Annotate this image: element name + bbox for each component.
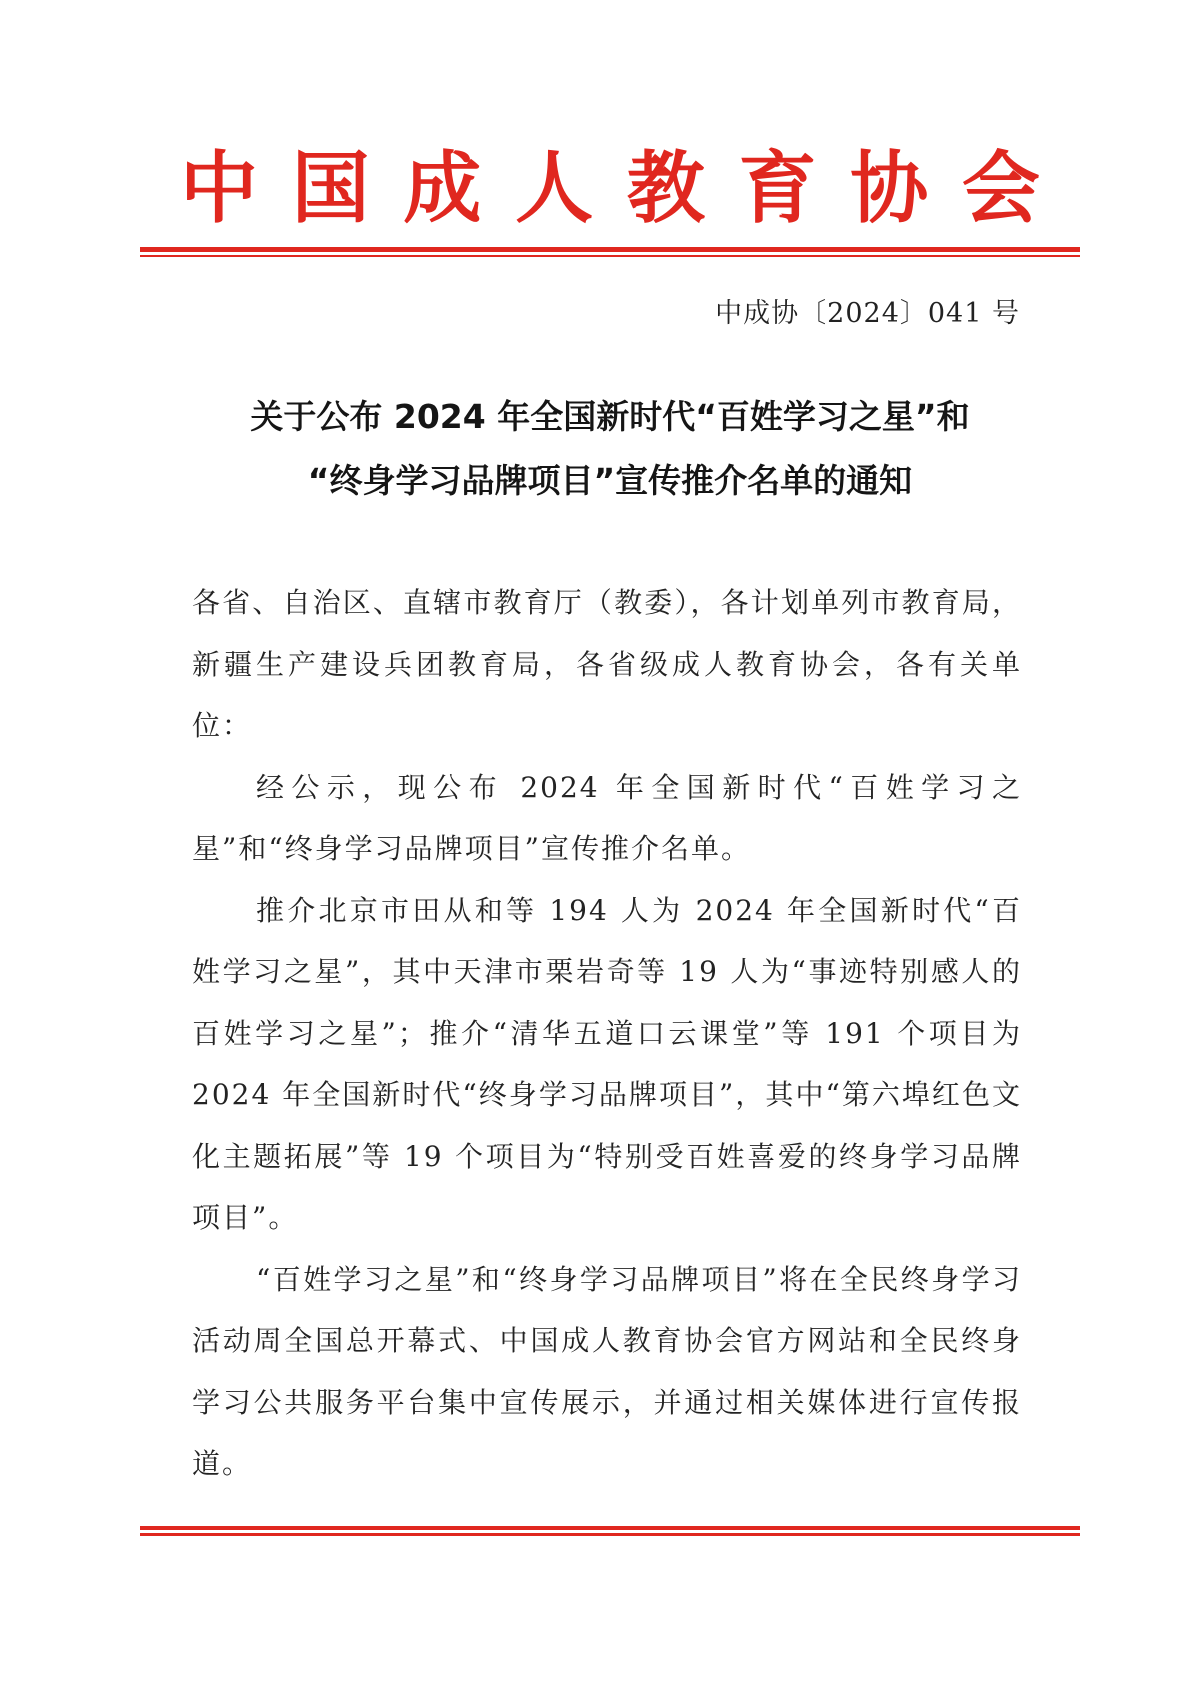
masthead-char: 协	[850, 144, 929, 234]
body-paragraph-2: 推介北京市田从和等 194 人为 2024 年全国新时代“百姓学习之星”，其中天津市栗岩奇等 19 人为“事迹特别感人的百姓学习之星”；推介“清华五道口云课堂”等 191 个项目为 2024 年全国新时代“终身学习品牌项目”，其中“第六埠红色文化主题拓展”等 19 个项目为“特别受百姓喜爱的终身学习品牌项目”。	[192, 893, 1022, 1234]
notice-title-line-1: 关于公布 2024 年全国新时代“百姓学习之星”和	[250, 397, 970, 436]
masthead-char: 育	[738, 144, 817, 234]
masthead-char: 会	[961, 144, 1040, 234]
masthead-char: 人	[515, 144, 594, 234]
masthead-char: 教	[626, 144, 705, 234]
notice-title	[150, 385, 1070, 513]
notice-title-line-2: “终身学习品牌项目”宣传推介名单的通知	[307, 461, 913, 500]
body-paragraph-1: 经公示，现公布 2024 年全国新时代“百姓学习之星”和“终身学习品牌项目”宣传推介名单。	[192, 770, 1022, 865]
addressee: 各省、自治区、直辖市教育厅（教委），各计划单列市教育局，新疆生产建设兵团教育局，各省级成人教育协会，各有关单位：	[192, 586, 1022, 742]
organization-masthead	[180, 144, 1040, 234]
header-red-divider	[140, 247, 1080, 257]
masthead-char: 成	[403, 144, 482, 234]
masthead-char: 国	[291, 144, 370, 234]
body-paragraph-3: “百姓学习之星”和“终身学习品牌项目”将在全民终身学习活动周全国总开幕式、中国成人教育协会官方网站和全民终身学习公共服务平台集中宣传展示，并通过相关媒体进行宣传报道。	[192, 1262, 1022, 1480]
notice-body	[192, 572, 1022, 1495]
footer-red-divider	[140, 1526, 1080, 1536]
masthead-char: 中	[180, 144, 259, 234]
document-number: 中成协〔2024〕041 号	[715, 298, 1020, 329]
